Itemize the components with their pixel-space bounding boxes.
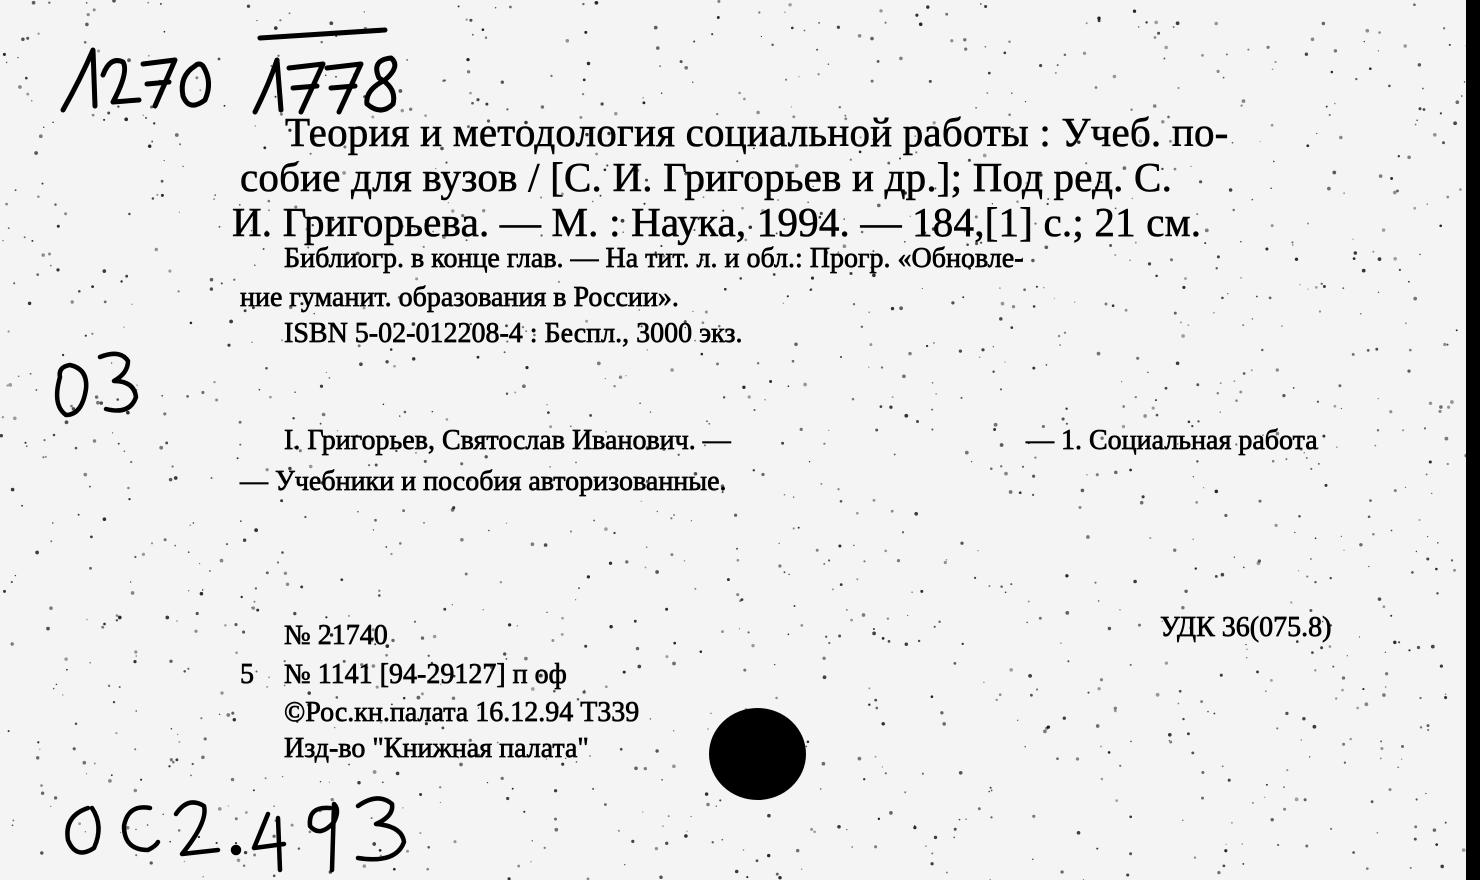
publisher-line: Изд-во "Книжная палата" [284,733,589,764]
title-line-3: И. Григорьева. — М. : Наука, 1994. — 184,[1] с.; 21 см. [232,199,1202,245]
punch-hole [709,708,806,800]
note-line-2: ние гуманит. образования в России». [240,282,679,313]
udc-code: УДК 36(075.8) [1160,612,1332,643]
handwritten-class-mark [48,345,158,425]
tracing-line-2: — Учебники и пособия авторизованные. [240,466,727,497]
order-number: № 1141 [94-29127] п оф [284,659,567,690]
isbn-line: ISBN 5-02-012208-4 : Беспл., 3000 экз. [284,318,743,349]
tracing-line-1-left: I. Григорьев, Святослав Иванович. — [284,425,731,456]
note-line-1: Библиогр. в конце глав. — На тит. л. и обл.: Прогр. «Обновле- [284,243,1024,274]
title-line-2: собие для вузов / [С. И. Григорьев и др.]; Под ред. С. [240,154,1173,200]
card-set-count: 5 [240,659,254,690]
handwritten-inventory-number [58,778,438,878]
copyright-line: ©Рос.кн.палата 16.12.94 Т339 [284,697,640,728]
tracing-line-1-right: — 1. Социальная работа [1026,425,1318,456]
title-line-1: Теория и методология социальной работы : Учеб. по- [285,109,1229,155]
record-number: № 21740 [284,620,388,651]
